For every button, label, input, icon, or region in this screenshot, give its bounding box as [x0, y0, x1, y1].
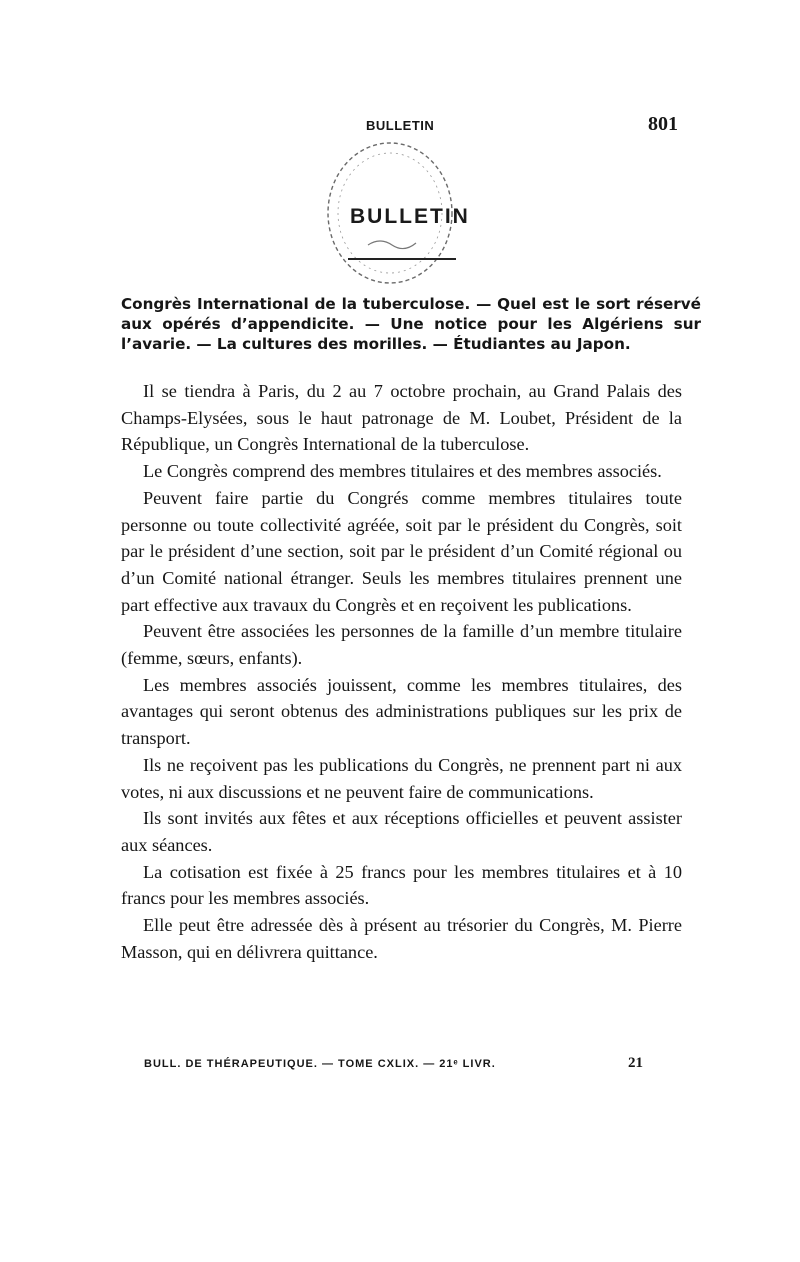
footer-reference: BULL. DE THÉRAPEUTIQUE. — TOME CXLIX. — 21ᵉ LIVR.	[144, 1058, 496, 1070]
footer-signature-number: 21	[628, 1055, 643, 1071]
library-stamp	[318, 133, 468, 303]
paragraph-receptions: Ils sont invités aux fêtes et aux réceptions officielles et peuvent assister aux séances.	[121, 808, 682, 855]
paragraph-associates: Peuvent être associées les personnes de la famille d’un membre titulaire (femme, sœurs, enfants).	[121, 621, 682, 669]
paragraph-fees: La cotisation est fixée à 25 francs pour les membres titulaires et à 10 francs pour les membres associés.	[121, 861, 682, 909]
stamp-label: BULLETIN	[350, 205, 470, 228]
paragraph-congress-announcement: Il se tiendra à Paris, du 2 au 7 octobre prochain, au Grand Palais des Champs-Elysées, sous le haut patronage de M. Loubet, Président de la République, un Congrès International de la tuberculose.	[121, 381, 682, 455]
running-title: BULLETIN	[366, 118, 435, 133]
paragraph-titular-members: Peuvent faire partie du Congrés comme membres titulaires toute personne ou toute collectivité agréée, soit par le président du Congrès, soit par le président d’une section, soit par le président d’un Comité régional ou d’un Comité national étranger. Seuls les membres titulaires prennent une part effective aux travaux du Congrès et en reçoivent les publications.	[121, 487, 682, 615]
paragraph-treasurer: Elle peut être adressée dès à présent au trésorier du Congrès, M. Pierre Masson, qui en délivrera quittance.	[121, 915, 682, 962]
paragraph-associate-limits: Ils ne reçoivent pas les publications du Congrès, ne prennent part ni aux votes, ni aux discussions et ne peuvent faire de communications.	[121, 754, 682, 802]
paragraph-members-types: Le Congrès comprend des membres titulaires et des membres associés.	[143, 461, 662, 482]
page-number: 801	[648, 113, 678, 135]
paragraph-transport-benefits: Les membres associés jouissent, comme les membres titulaires, des avantages qui seront obtenus des administrations publiques sur les prix de transport.	[121, 674, 682, 749]
section-headline: Congrès International de la tuberculose. — Quel est le sort réservé aux opérés d’appendicite. — Une notice pour les Algériens sur l’avarie. — La cultures des morilles. — Étudiantes au Japon.	[121, 295, 701, 353]
article-body	[121, 378, 682, 965]
